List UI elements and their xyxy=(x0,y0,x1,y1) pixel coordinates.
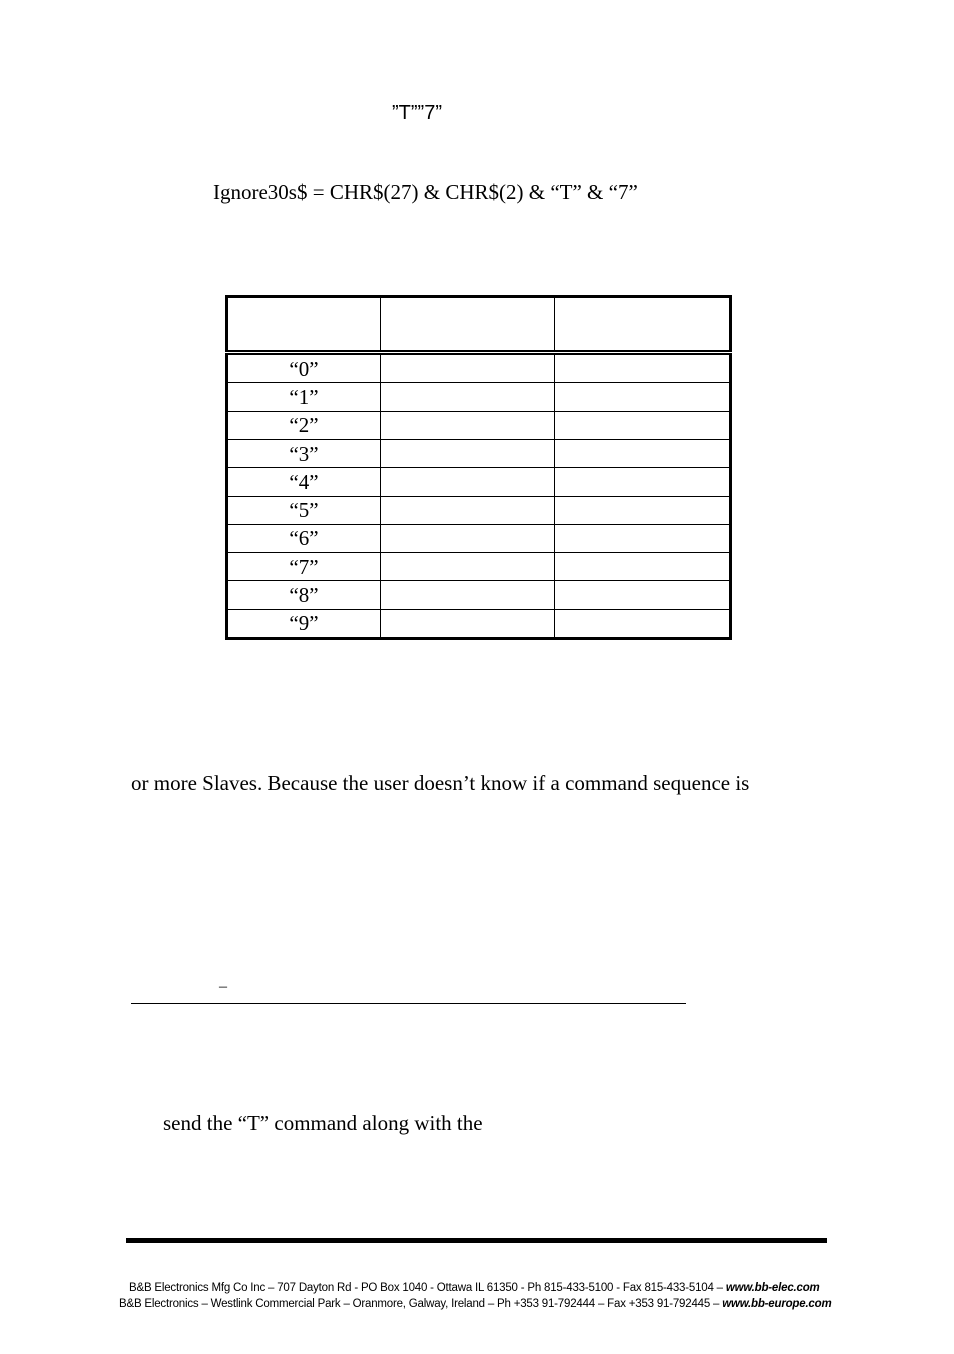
table-cell: “8” xyxy=(227,581,381,609)
table-row xyxy=(227,496,731,524)
table-cell xyxy=(555,609,731,638)
table-cell xyxy=(555,524,731,552)
table-row xyxy=(227,383,731,411)
table-cell: “4” xyxy=(227,468,381,496)
footer-usa-text: B&B Electronics Mfg Co Inc – 707 Dayton Rd - PO Box 1040 - Ottawa IL 61350 - Ph 815-433-5100 - Fax 815-433-5104 – xyxy=(129,1282,726,1294)
table-header-cell xyxy=(381,297,555,353)
footer-europe-link[interactable]: www.bb-europe.com xyxy=(722,1298,832,1310)
footer-line-europe xyxy=(119,1298,831,1310)
table-cell xyxy=(555,353,731,383)
send-command-line: send the “T” command along with the xyxy=(163,1111,483,1135)
table-cell xyxy=(555,439,731,467)
table-cell xyxy=(381,524,555,552)
table-row xyxy=(227,411,731,439)
table-row xyxy=(227,553,731,581)
table-row xyxy=(227,524,731,552)
heading-code: ”T””7” xyxy=(392,102,442,124)
table-cell xyxy=(381,468,555,496)
table-cell: “9” xyxy=(227,609,381,638)
table-cell: “2” xyxy=(227,411,381,439)
table-row xyxy=(227,581,731,609)
table-header-cell xyxy=(555,297,731,353)
footer-europe-text: B&B Electronics – Westlink Commercial Park – Oranmore, Galway, Ireland – Ph +353 91-792444 – Fax +353 91-792445 – xyxy=(119,1298,723,1310)
table-cell xyxy=(381,411,555,439)
delay-table xyxy=(225,295,732,640)
table-row xyxy=(227,468,731,496)
table-cell xyxy=(555,383,731,411)
table-cell xyxy=(381,609,555,638)
paragraph-line: or more Slaves. Because the user doesn’t know if a command sequence is xyxy=(131,771,750,795)
table-cell xyxy=(555,553,731,581)
footer-divider xyxy=(126,1238,827,1243)
table-row xyxy=(227,439,731,467)
table-cell xyxy=(381,439,555,467)
table-cell xyxy=(381,496,555,524)
table-cell: “5” xyxy=(227,496,381,524)
table-cell xyxy=(555,468,731,496)
table-row xyxy=(227,353,731,383)
footer-usa-link[interactable]: www.bb-elec.com xyxy=(725,1282,820,1294)
table-cell xyxy=(555,496,731,524)
table-cell xyxy=(555,581,731,609)
table-cell xyxy=(555,411,731,439)
table-cell xyxy=(381,581,555,609)
table-row xyxy=(227,609,731,638)
code-line: Ignore30s$ = CHR$(27) & CHR$(2) & “T” & “7” xyxy=(213,180,638,204)
dash-mark: – xyxy=(219,978,227,995)
delay-table-container xyxy=(225,295,729,640)
table-header-row xyxy=(227,297,731,353)
table-cell: “3” xyxy=(227,439,381,467)
footer-line-usa xyxy=(129,1282,820,1294)
table-cell: “7” xyxy=(227,553,381,581)
horizontal-rule xyxy=(131,1003,686,1004)
table-cell xyxy=(381,553,555,581)
table-cell: “0” xyxy=(227,353,381,383)
table-cell: “1” xyxy=(227,383,381,411)
table-cell xyxy=(381,353,555,383)
table-cell: “6” xyxy=(227,524,381,552)
table-cell xyxy=(381,383,555,411)
table-body xyxy=(227,353,731,639)
table-header-cell xyxy=(227,297,381,353)
